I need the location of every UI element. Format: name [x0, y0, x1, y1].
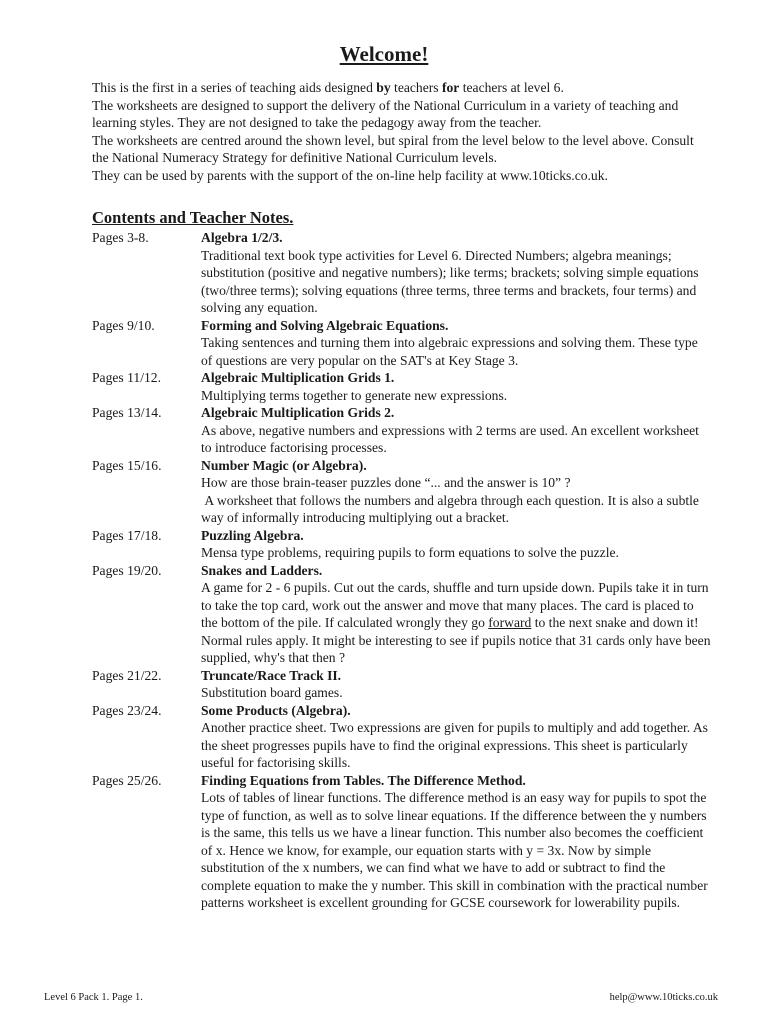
entry-description-continued: A worksheet that follows the numbers and algebra through each question. It is also a subtle way of informally introducing multiplying out a bracket.: [201, 492, 703, 525]
entry-pages: Pages 11/12.: [92, 370, 161, 385]
intro-paragraph-3: The worksheets are centred around the shown level, but spiral from the level below to the level above. Consult the National Numeracy Strategy for definitive National Curriculum levels.: [92, 132, 694, 165]
entry-title: Snakes and Ladders.: [201, 562, 323, 578]
contents-entry-some-products: [92, 702, 712, 772]
entry-description: A game for 2 - 6 pupils. Cut out the cards, shuffle and turn upside down. Pupils take it in turn to take the top card, work out the answer and move that many places. The card is placed to the bottom of the pile. If calculated wrongly they go forward to the next snake and down it! Normal rules apply. It might be interesting to see if pupils notice that 31 cards only have been supplied, why's that then ?: [201, 580, 711, 665]
entry-description: Lots of tables of linear functions. The difference method is an easy way for pupils to spot the type of function, as well as to solve linear equations. If the difference between the y numbers is the same, this tells us we have a linear function. This number also becomes the coefficient of x. Hence we know, for example, our equation starts with y = 3x. Now by simple substitution of the x numbers, we can find what we have to add or subtract to find the complete equation to make the y number. This skill in combination with the practical number patterns worksheet is excellent grounding for GCSE coursework for lowerability pupils.: [201, 790, 708, 910]
entry-pages: Pages 23/24.: [92, 702, 162, 718]
contents-entry-truncate-race-track: [92, 667, 712, 702]
entry-title: Forming and Solving Algebraic Equations.: [201, 317, 449, 333]
intro-paragraph-1: This is the first in a series of teaching aids designed by teachers for teachers at level 6.: [92, 80, 564, 95]
intro-section: [92, 79, 712, 184]
entry-description: Mensa type problems, requiring pupils to form equations to solve the puzzle.: [201, 545, 619, 560]
entry-pages: Pages 3-8.: [92, 230, 149, 245]
entry-pages: Pages 13/14.: [92, 405, 162, 420]
footer-help-email: help@www.10ticks.co.uk: [609, 992, 718, 1003]
entry-title: Truncate/Race Track II.: [201, 667, 342, 683]
entry-title: Some Products (Algebra).: [201, 702, 351, 718]
entry-description: Traditional text book type activities for Level 6. Directed Numbers; algebra meanings; substitution (positive and negative numbers); like terms; brackets; solving simple equations (two/three terms); solving equations (three terms, three terms and brackets, four terms) and solving any equation.: [201, 247, 699, 315]
entry-title: Algebraic Multiplication Grids 2.: [201, 405, 395, 420]
entry-title: Number Magic (or Algebra).: [201, 457, 367, 473]
contents-entry-snakes-and-ladders: [92, 562, 712, 667]
intro-paragraph-2: The worksheets are designed to support the delivery of the National Curriculum in a variety of teaching and learning styles. They are not designed to take the pedagogy away from the teacher.: [92, 97, 679, 130]
entry-pages: Pages 21/22.: [92, 667, 162, 683]
entry-pages: Pages 25/26.: [92, 772, 162, 788]
forward-underlined-word: forward: [488, 615, 532, 630]
entry-description: How are those brain-teaser puzzles done “... and the answer is 10” ?: [201, 475, 571, 490]
entry-description: Multiplying terms together to generate new expressions.: [201, 387, 508, 403]
footer-page-label: Level 6 Pack 1. Page 1.: [44, 992, 143, 1003]
entry-title: Algebra 1/2/3.: [201, 230, 283, 245]
contents-entry-multiplication-grids-1: [92, 369, 712, 404]
entry-description: Another practice sheet. Two expressions are given for pupils to multiply and add together. As the sheet progresses pupils have to find the original expressions. This sheet is particularly useful for factorising skills.: [201, 720, 708, 770]
entry-pages: Pages 9/10.: [92, 317, 155, 333]
page-title: Welcome!: [339, 42, 429, 66]
entry-description: Substitution board games.: [201, 685, 343, 700]
contents-entry-algebra-1-2-3: [92, 229, 712, 317]
contents-entry-finding-equations: [92, 772, 712, 912]
contents-entry-number-magic: [92, 457, 712, 527]
entry-description: As above, negative numbers and expressions with 2 terms are used. An excellent worksheet to introduce factorising processes.: [201, 422, 699, 455]
entry-pages: Pages 19/20.: [92, 562, 162, 578]
contents-entry-puzzling-algebra: [92, 527, 712, 562]
entry-pages: Pages 17/18.: [92, 527, 162, 543]
intro-paragraph-4: They can be used by parents with the support of the on-line help facility at www.10ticks.co.uk.: [92, 167, 608, 183]
contents-heading: Contents and Teacher Notes.: [92, 208, 294, 227]
entry-description: Taking sentences and turning them into algebraic expressions and solving them. These type of questions are very popular on the SAT's at Key Stage 3.: [201, 335, 698, 368]
contents-entry-forming-equations: [92, 317, 712, 370]
entry-pages: Pages 15/16.: [92, 457, 162, 473]
entry-title: Finding Equations from Tables. The Difference Method.: [201, 772, 526, 788]
contents-entry-multiplication-grids-2: [92, 404, 712, 457]
contents-list: [92, 229, 712, 912]
entry-title: Puzzling Algebra.: [201, 527, 304, 543]
entry-title: Algebraic Multiplication Grids 1.: [201, 370, 395, 385]
